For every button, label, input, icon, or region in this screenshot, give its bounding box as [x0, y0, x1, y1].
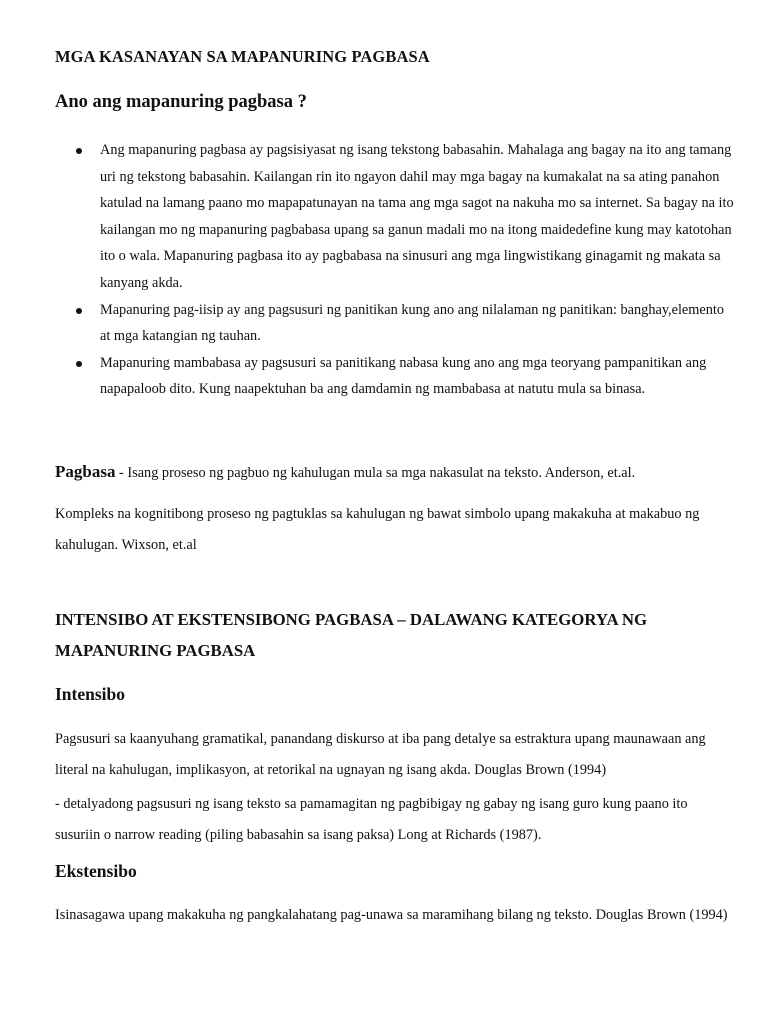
list-item	[55, 297, 735, 350]
intensibo-paragraph-1: Pagsusuri sa kaanyuhang gramatikal, panandang diskurso at iba pang detalye sa estraktura upang maunawaan ang literal na kahulugan, implikasyon, at retorikal na ugnayan ng isang akda. Douglas Brown (1994)	[55, 731, 706, 778]
bullet-text: Ang mapanuring pagbasa ay pagsisiyasat ng isang tekstong babasahin. Mahalaga ang bagay na ito ang tamang uri ng tekstong babasahin. Kailangan rin ito ngayon dahil may mga bagay na kumakalat na sa ating panahon katulad na lamang paano mo mapapatunayan na tama ang mga sagot na nakuha mo sa internet. Sa bagay na ito kailangan mo ng mapanuring pagbabasa upang sa ganun madali mo na itong maidedefine kung may katotohan ito o wala. Mapanuring pagbasa ito ay pagbabasa na sinusuri ang mga lingwistikang ginagamit ng makata sa kanyang akda.	[100, 142, 734, 291]
bullet-icon	[76, 148, 82, 154]
intensibo-heading: Intensibo	[55, 684, 126, 704]
question-heading: Ano ang mapanuring pagbasa ?	[55, 92, 307, 112]
bullet-list	[55, 137, 735, 403]
bullet-text: Mapanuring pag-iisip ay ang pagsusuri ng panitikan kung ano ang nilalaman ng panitikan: banghay,elemento at mga katangian ng tauhan.	[100, 301, 725, 345]
document-title: MGA KASANAYAN SA MAPANURING PAGBASA	[55, 47, 430, 66]
list-item	[55, 350, 735, 403]
pagbasa-definition: - Isang proseso ng pagbuo ng kahulugan mula sa mga nakasulat na teksto. Anderson, et.al.	[115, 465, 636, 481]
ekstensibo-paragraph: Isinasagawa upang makakuha ng pangkalahatang pag-unawa sa maramihang bilang ng teksto. Douglas Brown (1994)	[55, 907, 728, 923]
pagbasa-definition-paragraph	[55, 456, 735, 489]
bullet-icon	[76, 361, 82, 367]
pagbasa-term: Pagbasa	[55, 462, 116, 481]
intensibo-paragraph-2: - detalyadong pagsusuri ng isang teksto sa pamamagitan ng pagbibigay ng gabay ng isang guro kung paano ito susuriin o narrow reading (piling babasahin sa isang paksa) Long at Richards (1987).	[55, 796, 688, 843]
ekstensibo-heading: Ekstensibo	[55, 861, 137, 881]
bullet-text: Mapanuring mambabasa ay pagsusuri sa panitikang nabasa kung ano ang mga teoryang pampanitikan ang napapaloob dito. Kung naapektuhan ba ang damdamin ng mambabasa at natutu mula sa binasa.	[100, 354, 707, 398]
section-heading: INTENSIBO AT EKSTENSIBONG PAGBASA – DALAWANG KATEGORYA NG MAPANURING PAGBASA	[55, 610, 648, 660]
list-item	[55, 137, 735, 297]
bullet-icon	[76, 308, 82, 314]
kompleks-paragraph: Kompleks na kognitibong proseso ng pagtuklas sa kahulugan ng bawat simbolo upang makakuha at makabuo ng kahulugan. Wixson, et.al	[55, 506, 700, 553]
